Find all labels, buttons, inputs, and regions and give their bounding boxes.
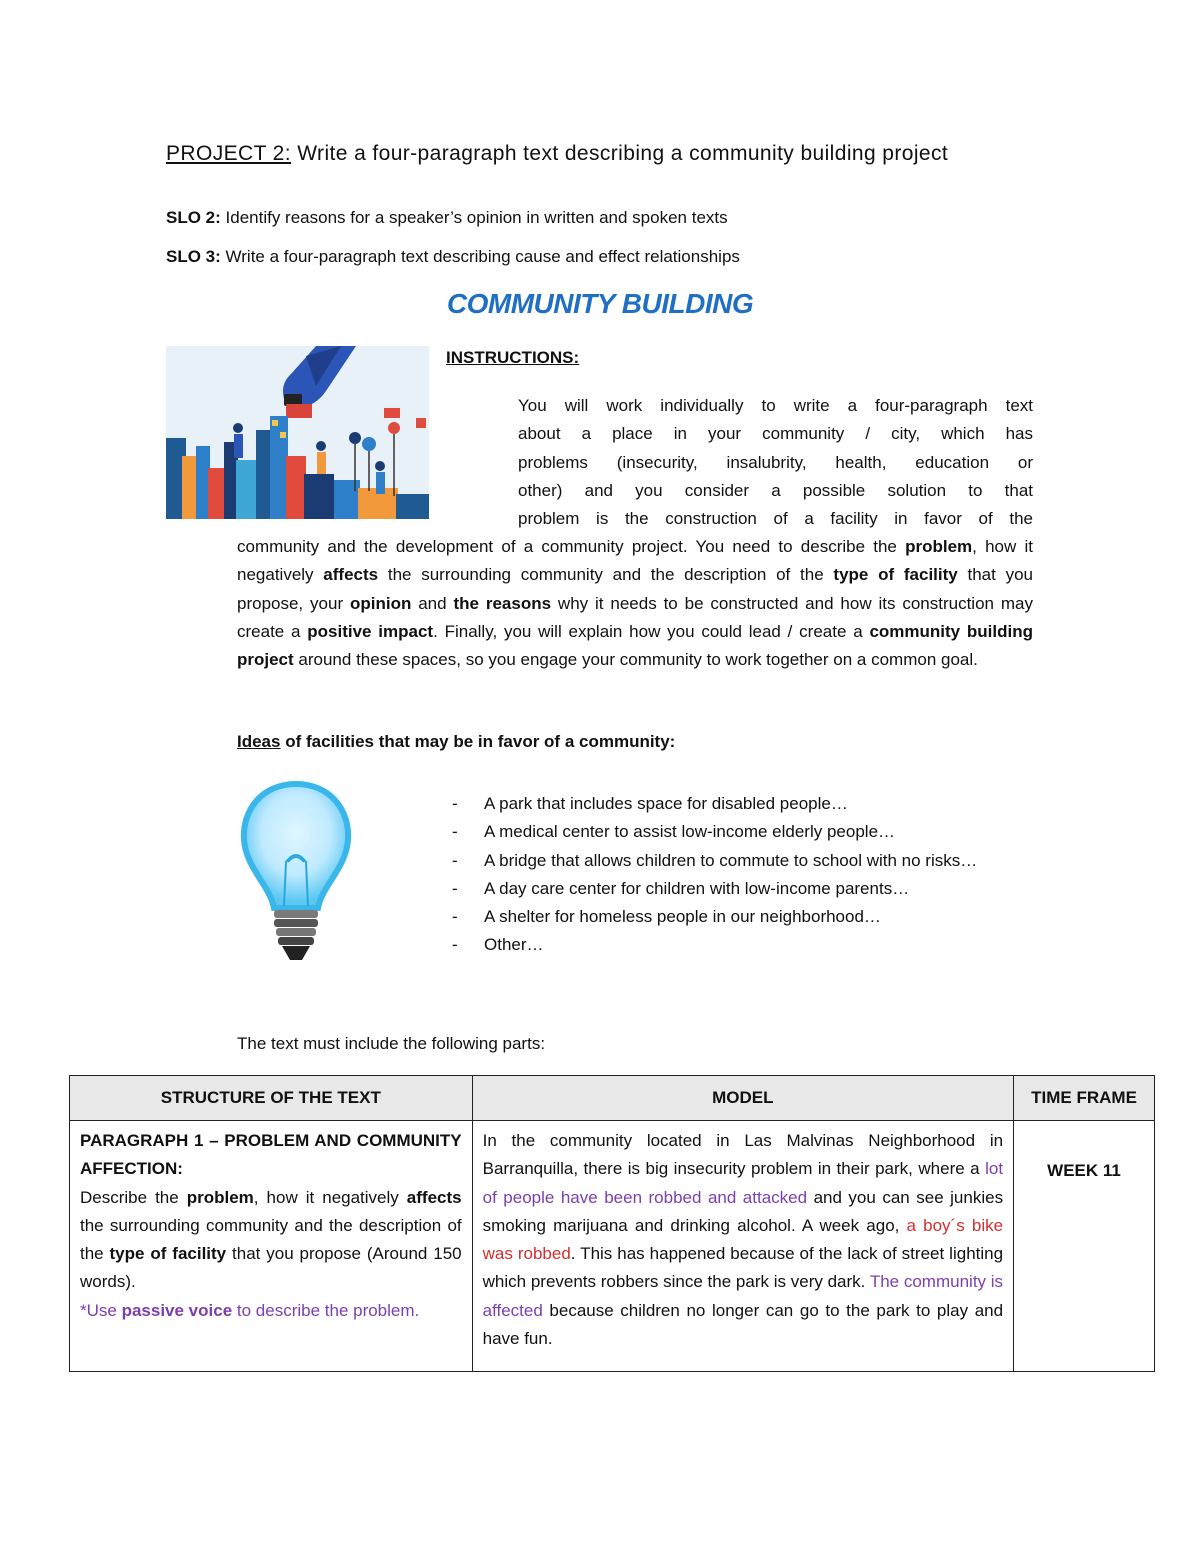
list-item-text: A day care center for children with low-income parents… bbox=[484, 878, 910, 898]
time-frame-cell: WEEK 11 bbox=[1014, 1121, 1155, 1372]
text-line: about a place in your community / city, which has bbox=[518, 424, 1033, 444]
instructions-intro bbox=[518, 392, 1033, 533]
text-line: problems (insecurity, insalubrity, health, education or bbox=[518, 452, 1033, 472]
slo-label: SLO 2: bbox=[166, 208, 221, 227]
text: . Finally, you will explain how you could lead / create a bbox=[433, 621, 870, 641]
bullet-dash: - bbox=[452, 794, 458, 813]
list-item bbox=[448, 875, 1033, 903]
slo-3 bbox=[166, 246, 740, 268]
emphasis: positive impact bbox=[307, 621, 434, 641]
list-item-text: A shelter for homeless people in our neighborhood… bbox=[484, 907, 881, 927]
emphasis: affects bbox=[406, 1187, 462, 1207]
text: . This has happened because of the lack of street lighting which prevents robbers since the park is very dark. bbox=[482, 1244, 1004, 1292]
slo-2 bbox=[166, 207, 728, 229]
column-header-model: MODEL bbox=[472, 1076, 1013, 1121]
slo-text: Write a four-paragraph text describing cause and effect relationships bbox=[220, 247, 740, 266]
emphasis: problem bbox=[905, 537, 973, 556]
list-item-text: A park that includes space for disabled people… bbox=[484, 794, 848, 813]
bullet-dash: - bbox=[452, 878, 458, 898]
ideas-heading-underlined: Ideas bbox=[237, 732, 281, 751]
text: around these spaces, so you engage your community to work together on a common goal. bbox=[293, 650, 978, 670]
emphasis: problem bbox=[186, 1187, 254, 1207]
text: to describe the problem. bbox=[232, 1300, 420, 1320]
list-item-text: A bridge that allows children to commute to school with no risks… bbox=[484, 850, 978, 870]
emphasis: the reasons bbox=[453, 593, 552, 613]
list-item-text: A medical center to assist low-income elderly people… bbox=[484, 822, 896, 842]
structure-table bbox=[69, 1075, 1155, 1372]
project-label: PROJECT 2: bbox=[166, 142, 291, 165]
bullet-dash: - bbox=[452, 935, 458, 955]
text: , how it negatively bbox=[237, 537, 1034, 585]
passive-highlight: lot of people have been robbed and attacked bbox=[482, 1159, 1004, 1207]
community-illustration bbox=[166, 346, 429, 519]
passive-highlight: a boy´s bike was robbed bbox=[482, 1215, 1004, 1264]
text: Describe the bbox=[80, 1187, 187, 1207]
slo-label: SLO 3: bbox=[166, 247, 221, 266]
structure-cell bbox=[70, 1121, 473, 1372]
emphasis: passive voice bbox=[121, 1300, 233, 1320]
text: that you propose (Around 150 words). bbox=[80, 1244, 462, 1292]
text: *Use bbox=[80, 1300, 122, 1320]
text: because children no longer can go to the park to play and have fun. bbox=[482, 1300, 1004, 1349]
passive-voice-note bbox=[80, 1297, 462, 1325]
emphasis: opinion bbox=[349, 593, 412, 613]
text-line: problem is the construction of a facility in favor of the bbox=[518, 509, 1033, 529]
ideas-list bbox=[448, 790, 1033, 960]
paragraph-title: PARAGRAPH 1 – PROBLEM AND COMMUNITY AFFECTION: bbox=[80, 1131, 462, 1179]
ideas-heading bbox=[237, 732, 675, 752]
text-line: You will work individually to write a four-paragraph text bbox=[518, 396, 1033, 415]
ideas-heading-text: of facilities that may be in favor of a community: bbox=[280, 732, 676, 751]
list-item bbox=[448, 818, 1033, 846]
slo-text: Identify reasons for a speaker’s opinion in written and spoken texts bbox=[220, 208, 728, 227]
text: that you propose, your bbox=[237, 565, 1033, 613]
text: why it needs to be constructed and how its construction may create a bbox=[237, 593, 1033, 641]
list-item bbox=[448, 790, 1033, 818]
list-item bbox=[448, 931, 1033, 959]
parts-intro: The text must include the following parts: bbox=[237, 1034, 546, 1053]
text: and bbox=[411, 593, 454, 613]
text: the surrounding community and the description of the bbox=[378, 565, 834, 585]
bullet-dash: - bbox=[452, 822, 458, 842]
list-item-text: Other… bbox=[484, 935, 544, 955]
passive-highlight: The community is affected bbox=[482, 1272, 1004, 1320]
model-cell bbox=[472, 1121, 1013, 1372]
text: , how it negatively bbox=[253, 1187, 407, 1207]
text: In the community located in Las Malvinas Neighborhood in Barranquilla, there is big insecurity problem in their park, where a bbox=[482, 1131, 1004, 1179]
text: community and the development of a community project. You need to describe the bbox=[237, 537, 906, 556]
list-item bbox=[448, 903, 1033, 931]
page-heading: COMMUNITY BUILDING bbox=[446, 288, 754, 319]
instructions-heading: INSTRUCTIONS: bbox=[446, 348, 580, 367]
table-row bbox=[70, 1121, 1155, 1372]
emphasis: community building project bbox=[237, 621, 1033, 670]
emphasis: type of facility bbox=[109, 1244, 227, 1264]
column-header-structure: STRUCTURE OF THE TEXT bbox=[70, 1076, 473, 1121]
project-title bbox=[166, 140, 986, 167]
emphasis: affects bbox=[323, 565, 379, 585]
text-line: other) and you consider a possible solution to that bbox=[518, 480, 1033, 500]
text: the surrounding community and the description of the bbox=[80, 1215, 462, 1264]
text: and you can see junkies smoking marijuana and drinking alcohol. A week ago, bbox=[482, 1187, 1004, 1235]
emphasis: type of facility bbox=[833, 565, 958, 585]
list-item bbox=[448, 847, 1033, 875]
lightbulb-icon bbox=[236, 778, 356, 973]
bullet-dash: - bbox=[452, 850, 458, 870]
column-header-time-frame: TIME FRAME bbox=[1014, 1076, 1155, 1121]
structure-description bbox=[80, 1184, 462, 1297]
bullet-dash: - bbox=[452, 907, 458, 927]
table-header-row bbox=[70, 1076, 1155, 1121]
instructions-body bbox=[237, 533, 1033, 674]
project-title-text: Write a four-paragraph text describing a community building project bbox=[290, 142, 949, 165]
